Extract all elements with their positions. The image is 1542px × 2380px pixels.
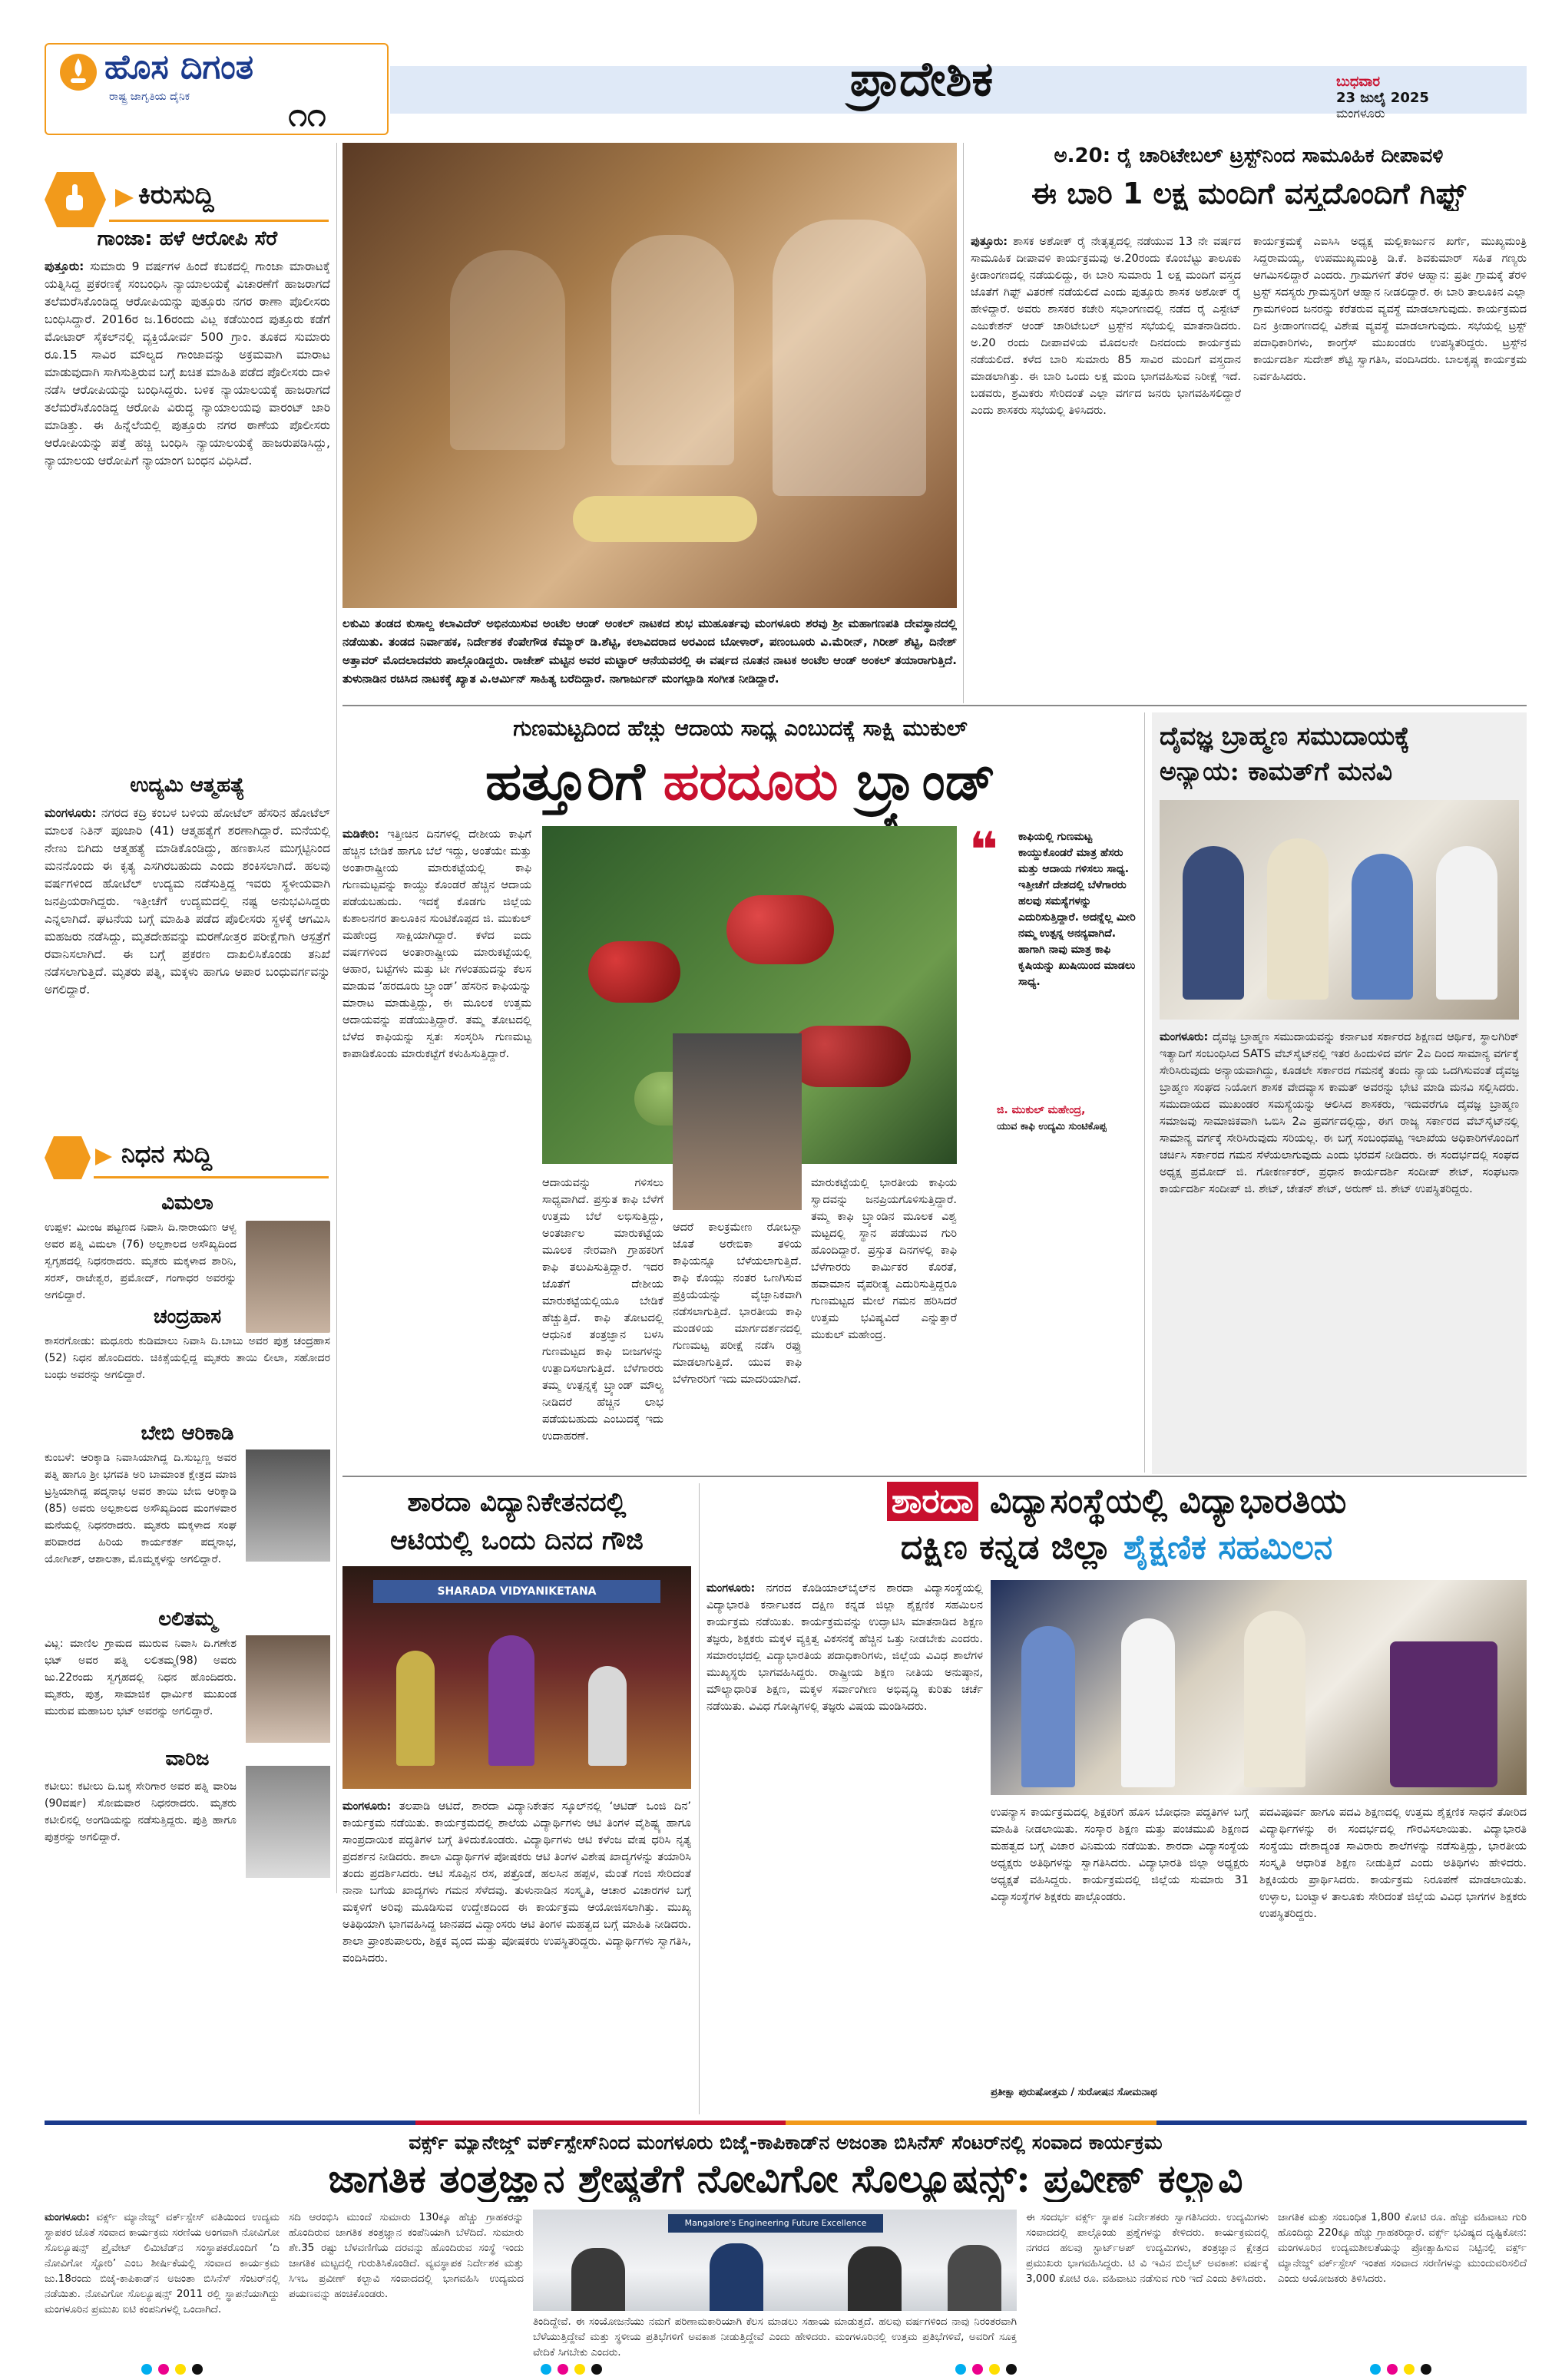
obituary-name: ವಾರಿಜ xyxy=(165,1747,210,1770)
daivajna-headline: ದೈವಜ್ಞ ಬ್ರಾಹ್ಮಣ ಸಮುದಾಯಕ್ಕೆ ಅನ್ಯಾಯ: ಕಾಮತ್‌ಗೆ ಮನವಿ xyxy=(1160,721,1410,786)
masthead xyxy=(0,0,1542,138)
obituary-text: ಕಟೀಲು: ಕಟೀಲು ದಿ.ಬಕ್ಕ ಸೇರಿಗಾರ ಅವರ ಪತ್ನಿ ವಾರಿಜ (90ವರ್ಷ) ಸೋಮವಾರ ನಿಧನರಾದರು. ಮೃತರು ಕಟೀಲಿನಲ್ಲಿ ಅಂಗಡಿಯನ್ನು ನಡೆಸುತ್ತಿದ್ದರು. ಪುತ್ರಿ ಹಾಗೂ ಪುತ್ರರನ್ನು ಅಗಲಿದ್ದಾರೆ. xyxy=(45,1780,237,1843)
date: 23 ಜುಲೈ 2025 xyxy=(1336,90,1429,106)
nidhana-heading: ನಿಧನ ಸುದ್ದಿ xyxy=(121,1139,213,1169)
vidyabharati-col1: ಮಂಗಳೂರು: ನಗರದ ಕೊಡಿಯಾಲ್‌ಬೈಲ್‌ನ ಶಾರದಾ ವಿದ್ಯಾಸಂಸ್ಥೆಯಲ್ಲಿ ವಿದ್ಯಾಭಾರತಿ ಕರ್ನಾಟಕದ ದಕ್ಷಿಣ ಕನ್ನಡ ಜಿಲ್ಲಾ ಶೈಕ್ಷಣಿಕ ಸಹಮಿಲನ ಕಾರ್ಯಕ್ರಮ ನಡೆಯಿತು. ಕಾರ್ಯಕ್ರಮವನ್ನು ಉದ್ಘಾಟಿಸಿ ಮಾತನಾಡಿದ ಶಿಕ್ಷಣ ತಜ್ಞರು, ಶಿಕ್ಷಕರು ಮಕ್ಕಳ ವ್ಯಕ್ತಿತ್ವ ವಿಕಸನಕ್ಕೆ ಹೆಚ್ಚಿನ ಒತ್ತು ನೀಡಬೇಕು ಎಂದರು. ಸಮಾರಂಭದಲ್ಲಿ ವಿದ್ಯಾಭಾರತಿಯ ಪದಾಧಿಕಾರಿಗಳು, ಜಿಲ್ಲೆಯ ವಿವಿಧ ಶಾಲೆಗಳ ಮುಖ್ಯಸ್ಥರು ಭಾಗವಹಿಸಿದ್ದರು. ರಾಷ್ಟ್ರೀಯ ಶಿಕ್ಷಣ ನೀತಿಯ ಅನುಷ್ಠಾನ, ಮೌಲ್ಯಾಧಾರಿತ ಶಿಕ್ಷಣ, ಮಕ್ಕಳ ಸರ್ವಾಂಗೀಣ ಅಭಿವೃದ್ಧಿ ಕುರಿತು ಚರ್ಚೆ ನಡೆಯಿತು. ವಿವಿಧ ಗೋಷ್ಠಿಗಳಲ್ಲಿ ತಜ್ಞರು ವಿಷಯ ಮಂಡಿಸಿದರು. xyxy=(706,1582,983,1713)
vidyabharati-photo xyxy=(991,1580,1527,1795)
news-title: ಉದ್ಯಮಿ ಆತ್ಮಹತ್ಯೆ xyxy=(130,774,245,797)
coffee-col2: ಆದಾಯವನ್ನು ಗಳಿಸಲು ಸಾಧ್ಯವಾಗಿದೆ. ಪ್ರಸ್ತುತ ಕಾಫಿ ಬೆಳೆಗೆ ಉತ್ತಮ ಬೆಲೆ ಲಭಿಸುತ್ತಿದ್ದು, ಅಂತರ್ಜಾಲ ಮಾರುಕಟ್ಟೆಯ ಮೂಲಕ ನೇರವಾಗಿ ಗ್ರಾಹಕರಿಗೆ ಕಾಫಿ ತಲುಪಿಸುತ್ತಿದ್ದಾರೆ. ಇದರ ಜೊತೆಗೆ ದೇಶೀಯ ಮಾರುಕಟ್ಟೆಯಲ್ಲಿಯೂ ಬೇಡಿಕೆ ಹೆಚ್ಚುತ್ತಿದೆ. ಕಾಫಿ ತೋಟದಲ್ಲಿ ಆಧುನಿಕ ತಂತ್ರಜ್ಞಾನ ಬಳಸಿ ಗುಣಮಟ್ಟದ ಕಾಫಿ ಬೀಜಗಳನ್ನು ಉತ್ಪಾದಿಸಲಾಗುತ್ತಿದೆ. ಬೆಳೆಗಾರರು ತಮ್ಮ ಉತ್ಪನ್ನಕ್ಕೆ ಬ್ರ್ಯಾಂಡ್ ಮೌಲ್ಯ ನೀಡಿದರೆ ಹೆಚ್ಚಿನ ಲಾಭ ಪಡೆಯಬಹುದು ಎಂಬುದಕ್ಕೆ ಇದು ಉದಾಹರಣೆ. xyxy=(542,1177,663,1443)
registration-marks xyxy=(952,2363,1020,2378)
daivajna-box xyxy=(1152,712,1527,1474)
daivajna-body: ಮಂಗಳೂರು: ದೈವಜ್ಞ ಬ್ರಾಹ್ಮಣ ಸಮುದಾಯವನ್ನು ಕರ್ನಾಟಕ ಸರ್ಕಾರದ ಶಿಕ್ಷಣದ ಆರ್ಥಿಕ, ಸ್ಥಾಲಗಿರಿಕ್ ಇತ್ಯಾದಿಗೆ ಸಂಬಂಧಿಸಿದ SATS ವೆಬ್‌ಸೈಟ್‌ನಲ್ಲಿ ಇತರ ಹಿಂದುಳಿದ ವರ್ಗ 2ಎ ದಿಂದ ಸಾಮಾನ್ಯ ವರ್ಗಕ್ಕೆ ಸೇರಿಸಿರುವುದು ಅನ್ಯಾಯವಾಗಿದ್ದು, ಕೂಡಲೇ ಸರ್ಕಾರದ ಗಮನಕ್ಕೆ ತಂದು ನ್ಯಾಯ ಒದಗಿಸುವಂತೆ ದೈವಜ್ಞ ಬ್ರಾಹ್ಮಣ ಸಂಘದ ನಿಯೋಗ ಶಾಸಕ ವೇದವ್ಯಾಸ ಕಾಮತ್ ಅವರನ್ನು ಭೇಟಿ ಮಾಡಿ ಮನವಿ ಸಲ್ಲಿಸಿದರು. ಸಮುದಾಯದ ಮುಖಂಡರ ಸಮಸ್ಯೆಯನ್ನು ಆಲಿಸಿದ ಶಾಸಕರು, ಇದುವರೆಗೂ ದೈವಜ್ಞ ಬ್ರಾಹ್ಮಣ ಸಮಾಜವು ಸಾಮಾಜಿಕವಾಗಿ ಒಬಿಸಿ 2ಎ ಪ್ರವರ್ಗದಲ್ಲಿದ್ದು, ಈಗ ರಾಜ್ಯ ಸರ್ಕಾರದ ವೆಬ್‌ಸೈಟ್‌ನಲ್ಲಿ ಸಾಮಾನ್ಯ ವರ್ಗಕ್ಕೆ ಸೇರಿಸಿರುವುದು ಸರಿಯಲ್ಲ. ಈ ಬಗ್ಗೆ ಸಂಬಂಧಪಟ್ಟ ಇಲಾಖೆಯ ಅಧಿಕಾರಿಗಳೊಂದಿಗೆ ಚರ್ಚಿಸಿ ಸರ್ಕಾರದ ಗಮನ ಸೆಳೆಯಲಾಗುವುದು ಎಂದು ಭರವಸೆ ನೀಡಿದರು. ಈ ಸಂದರ್ಭದಲ್ಲಿ ಸಂಘದ ಅಧ್ಯಕ್ಷ ಪ್ರಮೋದ್ ಜಿ. ಗೋಕರ್ಣಕರ್, ಪ್ರಧಾನ ಕಾರ್ಯದರ್ಶಿ ಸಂದೀಪ್ ಶೇಟ್, ಸಂಘಟನಾ ಕಾರ್ಯದರ್ಶಿ ಸಂದೀಪ್ ಜಿ. ಶೇಟ್, ಚೇತನ್ ಶೇಟ್, ಅರುಣ್ ಜಿ. ಶೇಟ್ ಉಪಸ್ಥಿತರಿದ್ದರು. xyxy=(1160,1031,1519,1195)
coffee-col3: ಆದರೆ ಕಾಲಕ್ರಮೇಣ ರೋಬಸ್ಟಾ ಜೊತೆ ಅರೇಬಿಕಾ ತಳಿಯ ಕಾಫಿಯನ್ನೂ ಬೆಳೆಯಲಾಗುತ್ತಿದೆ. ಕಾಫಿ ಕೊಯ್ಲು ನಂತರ ಒಣಗಿಸುವ ಪ್ರಕ್ರಿಯೆಯನ್ನು ವೈಜ್ಞಾನಿಕವಾಗಿ ನಡೆಸಲಾಗುತ್ತಿದೆ. ಭಾರತೀಯ ಕಾಫಿ ಮಂಡಳಿಯ ಮಾರ್ಗದರ್ಶನದಲ್ಲಿ ಗುಣಮಟ್ಟ ಪರೀಕ್ಷೆ ನಡೆಸಿ ರಫ್ತು ಮಾಡಲಾಗುತ್ತಿದೆ. ಯುವ ಕಾಫಿ ಬೆಳೆಗಾರರಿಗೆ ಇದು ಮಾದರಿಯಾಗಿದೆ. xyxy=(673,1221,802,1386)
obituary-text: ಕಾಸರಗೋಡು: ಮಧೂರು ಕುಡಿಮಾಲು ನಿವಾಸಿ ದಿ.ಬಾಬು ಅವರ ಪುತ್ರ ಚಂದ್ರಹಾಸ (52) ನಿಧನ ಹೊಂದಿದರು. ಚಿಕಿತ್ಸೆಯಲ್ಲಿದ್ದ ಮೃತರು ತಾಯಿ ಲೀಲಾ, ಸಹೋದರ ಬಂಧು ಅವರನ್ನು ಅಗಲಿದ್ದಾರೆ. xyxy=(45,1335,330,1381)
diwali-col2: ಕಾರ್ಯಕ್ರಮಕ್ಕೆ ಎಐಸಿಸಿ ಅಧ್ಯಕ್ಷ ಮಲ್ಲಿಕಾರ್ಜುನ ಖರ್ಗೆ, ಮುಖ್ಯಮಂತ್ರಿ ಸಿದ್ದರಾಮಯ್ಯ, ಉಪಮುಖ್ಯಮಂತ್ರಿ ಡಿ.ಕೆ. ಶಿವಕುಮಾರ್ ಸಹಿತ ಗಣ್ಯರು ಆಗಮಿಸಲಿದ್ದಾರೆ ಎಂದರು. ಗ್ರಾಮಗಳಿಗೆ ತೆರಳಿ ಆಹ್ವಾನ: ಪ್ರತೀ ಗ್ರಾಮಕ್ಕೆ ತೆರಳಿ ಟ್ರಸ್ಟ್ ಸದಸ್ಯರು ಗ್ರಾಮಸ್ಥರಿಗೆ ಆಹ್ವಾನ ನೀಡಲಿದ್ದಾರೆ. ಈ ಬಾರಿ ತಾಲೂಕಿನ ಎಲ್ಲಾ ಗ್ರಾಮಗಳಿಂದ ಜನರನ್ನು ಕರೆತರುವ ವ್ಯವಸ್ಥೆ ಮಾಡಲಾಗುವುದು. ಕಾರ್ಯಕ್ರಮದ ದಿನ ಕ್ರೀಡಾಂಗಣದಲ್ಲಿ ವಿಶೇಷ ವ್ಯವಸ್ಥೆ ಮಾಡಲಾಗುವುದು. ಸಭೆಯಲ್ಲಿ ಟ್ರಸ್ಟ್ ಪದಾಧಿಕಾರಿಗಳು, ಕಾಂಗ್ರೆಸ್ ಮುಖಂಡರು ಉಪಸ್ಥಿತರಿದ್ದರು. ಟ್ರಸ್ಟ್‌ನ ಕಾರ್ಯದರ್ಶಿ ಸುದೇಶ್ ಶೆಟ್ಟಿ ಸ್ವಾಗತಿಸಿ, ವಂದಿಸಿದರು. ಬಾಲಕೃಷ್ಣ ಕಾರ್ಯಕ್ರಮ ನಿರ್ವಹಿಸಿದರು. xyxy=(1253,236,1527,383)
obituary-text: ಉಪ್ಪಳ: ಮೀಂಜ ಪಟ್ಟಣದ ನಿವಾಸಿ ದಿ.ನಾರಾಯಣ ಆಳ್ವ ಅವರ ಪತ್ನಿ ವಿಮಲಾ (76) ಅಲ್ಪಕಾಲದ ಅಸೌಖ್ಯದಿಂದ ಸ್ವಗೃಹದಲ್ಲಿ ನಿಧನರಾದರು. ಮೃತರು ಮಕ್ಕಳಾದ ಶಾರಿನಿ, ಸರಸ್, ರಾಜೇಶ್ವರ, ಪ್ರಮೋದ್, ಗಂಗಾಧರ ಅವರನ್ನು ಅಗಲಿದ್ದಾರೆ. xyxy=(45,1221,237,1301)
tech-col2: ಸದಿ ಆರಂಭಿಸಿ ಮುಂದೆ ಸುಮಾರು 130ಕ್ಕೂ ಹೆಚ್ಚು ಗ್ರಾಹಕರನ್ನು ಹೊಂದಿರುವ ಜಾಗತಿಕ ತಂತ್ರಜ್ಞಾನ ಕಂಪೆನಿಯಾಗಿ ಬೆಳೆದಿದೆ. ಸುಮಾರು ಶೇ.35 ರಷ್ಟು ಬೆಳವಣಿಗೆಯ ದರವನ್ನು ಹೊಂದಿರುವ ಸಂಸ್ಥೆ ಇಂದು ಜಾಗತಿಕ ಮಟ್ಟದಲ್ಲಿ ಗುರುತಿಸಿಕೊಂಡಿದೆ. ವ್ಯವಸ್ಥಾಪಕ ನಿರ್ದೇಶಕ ಮತ್ತು ಸಿಇಒ ಪ್ರವೀಣ್ ಕಲ್ಬಾವಿ ಸಂವಾದದಲ್ಲಿ ಭಾಗವಹಿಸಿ ಉದ್ಯಮದ ಪಯಣವನ್ನು ಹಂಚಿಕೊಂಡರು. xyxy=(289,2211,524,2300)
obituary-text: ವಿಟ್ಲ: ಮಾಣಿಲ ಗ್ರಾಮದ ಮುರುವ ನಿವಾಸಿ ದಿ.ಗಣೇಶ ಭಟ್ ಅವರ ಪತ್ನಿ ಲಲಿತಮ್ಮ(98) ಅವರು ಜು.22ರಂದು ಸ್ವಗೃಹದಲ್ಲಿ ನಿಧನ ಹೊಂದಿದರು. ಮೃತರು, ಪುತ್ರ, ಸಾಮಾಜಿಕ ಧಾರ್ಮಿಕ ಮುಖಂಡ ಮುರುವ ಮಹಾಬಲ ಭಟ್ ಅವರನ್ನು ಅಗಲಿದ್ದಾರೆ. xyxy=(45,1638,237,1717)
obituary-name: ಲಲಿತಮ್ಮ xyxy=(158,1608,217,1631)
news-body: ಪುತ್ತೂರು: ಸುಮಾರು 9 ವರ್ಷಗಳ ಹಿಂದೆ ಕಬಕದಲ್ಲಿ ಗಾಂಜಾ ಮಾರಾಟಕ್ಕೆ ಯತ್ನಿಸಿದ್ದ ಪ್ರಕರಣಕ್ಕೆ ಸಂಬಂಧಿಸಿ ನ್ಯಾಯಾಲಯಕ್ಕೆ ವಿಚಾರಣೆಗೆ ಹಾಜರಾಗದೆ ತಲೆಮರೆಸಿಕೊಂಡಿದ್ದ ಆರೋಪಿಯನ್ನು ಪುತ್ತೂರು ನಗರ ಠಾಣಾ ಪೊಲೀಸರು ಬಂಧಿಸಿದ್ದಾರೆ. 2016ರ ಜ.16ರಂದು ವಿಟ್ಲ ಕಡೆಯಿಂದ ಪುತ್ತೂರು ಕಡೆಗೆ ಮೋಟಾರ್ ಸೈಕಲ್‌ನಲ್ಲಿ ವ್ಯಕ್ತಿಯೋರ್ವ 500 ಗ್ರಾಂ. ತೂಕದ ಸುಮಾರು ರೂ.15 ಸಾವಿರ ಮೌಲ್ಯದ ಗಾಂಜಾವನ್ನು ಅಕ್ರಮವಾಗಿ ಮಾರಾಟ ಮಾಡುವುದಾಗಿ ಸಾಗಿಸುತ್ತಿರುವ ಬಗ್ಗೆ ಖಚಿತ ಮಾಹಿತಿ ಪಡೆದ ಪೊಲೀಸರು ದಾಳಿ ನಡೆಸಿ ಆರೋಪಿಯನ್ನು ಬಂಧಿಸಿದ್ದರು. ಬಳಿಕ ನ್ಯಾಯಾಲಯಕ್ಕೆ ಹಾಜರಾಗದೆ ತಲೆಮರೆಸಿಕೊಂಡಿದ್ದ ಆರೋಪಿ ವಿರುದ್ಧ ನ್ಯಾಯಾಲಯವು ವಾರಂಟ್ ಜಾರಿ ಮಾಡಿತ್ತು. ಈ ಹಿನ್ನೆಲೆಯಲ್ಲಿ ಪುತ್ತೂರು ನಗರ ಠಾಣೆಯ ಪೊಲೀಸರು ಆರೋಪಿಯನ್ನು ಪತ್ತೆ ಹಚ್ಚಿ ಬಂಧಿಸಿ ನ್ಯಾಯಾಲಯಕ್ಕೆ ಹಾಜರುಪಡಿಸಿದ್ದು, ನ್ಯಾಯಾಲಯ ಆರೋಪಿಗೆ ನ್ಯಾಯಾಂಗ ಬಂಧನ ವಿಧಿಸಿದೆ. xyxy=(45,259,330,468)
quote-mark-icon: ❝ xyxy=(969,822,998,879)
coffee-headline: ಹತ್ತೂರಿಗೆ ಹರದೂರು ಬ್ರ್ಯಾಂಡ್ xyxy=(485,751,996,812)
logo-plate xyxy=(45,43,389,135)
obituary-photo xyxy=(246,1635,330,1743)
coffee-quote: ಕಾಫಿಯಲ್ಲಿ ಗುಣಮಟ್ಟ ಕಾಯ್ದುಕೊಂಡರೆ ಮಾತ್ರ ಹೆಸರು ಮತ್ತು ಆದಾಯ ಗಳಿಸಲು ಸಾಧ್ಯ. ಇತ್ತೀಚೆಗೆ ದೇಶದಲ್ಲಿ ಬೆಳೆಗಾರರು ಹಲವು ಸಮಸ್ಯೆಗಳನ್ನು ಎದುರಿಸುತ್ತಿದ್ದಾರೆ. ಅದನ್ನೆಲ್ಲ ಮೀರಿ ನಮ್ಮ ಉತ್ಪನ್ನ ಅನನ್ಯವಾಗಿದೆ. ಹಾಗಾಗಿ ನಾವು ಮಾತ್ರ ಕಾಫಿ ಕೃಷಿಯನ್ನು ಖುಷಿಯಿಂದ ಮಾಡಲು ಸಾಧ್ಯ. xyxy=(1018,831,1136,988)
daivajna-photo xyxy=(1160,800,1519,1020)
day: ಬುಧವಾರ xyxy=(1336,74,1380,90)
lamp-icon xyxy=(57,52,100,92)
color-bar xyxy=(45,2121,1527,2125)
diwali-kicker: ಅ.20: ರೈ ಚಾರಿಟೇಬಲ್ ಟ್ರಸ್ಟ್‌ನಿಂದ ಸಾಮೂಹಿಕ ದೀಪಾವಳಿ xyxy=(1054,144,1444,167)
drama-caption: ಲಕುಮಿ ತಂಡದ ಕುಸಾಲ್ದ ಕಲಾವಿದೆರ್ ಅಭಿನಯಿಸುವ ಅಂಟೆಲ ಆಂಡ್ ಅಂಕಲ್ ನಾಟಕದ ಶುಭ ಮುಹೂರ್ತವು ಮಂಗಳೂರು ಶರವು ಶ್ರೀ ಮಹಾಗಣಪತಿ ದೇವಸ್ಥಾನದಲ್ಲಿ ನಡೆಯಿತು. ತಂಡದ ನಿರ್ವಾಹಕ, ನಿರ್ದೇಶಕ ಕೆಂಪೇಗೌಡ ಕೆಮ್ಮಾರ್ ಡಿ.ಶೆಟ್ಟಿ, ಕಲಾವಿದರಾದ ಅರವಿಂದ ಬೋಳಾರ್, ಪಣಂಬೂರು ವಿ.ಮೆರೀನ್, ಗಿರೀಶ್ ಶೆಟ್ಟಿ, ದಿನೇಶ್ ಅತ್ತಾವರ್ ಮೊದಲಾದವರು ಪಾಲ್ಗೊಂಡಿದ್ದರು. ರಾಜೇಶ್ ಮಟ್ಟಿನ ಅವರ ಮಟ್ಟಾರ್ ಆನೆಯವರಲ್ಲಿ ಈ ವರ್ಷದ ನೂತನ ನಾಟಕ ಅಂಟೆಲ ಆಂಡ್ ಅಂಕಲ್ ತಯಾರಾಗುತ್ತಿದೆ. ತುಳುನಾಡಿನ ರಚಿಸಿದ ನಾಟಕಕ್ಕೆ ಖ್ಯಾತ ವಿ.ಆರ್ಮಿನ್ ಸಾಹಿತ್ಯ ಬರೆದಿದ್ದಾರೆ. ನಾಗಾರ್ಜುನ್ ಮಂಗಲ್ಪಾಡಿ ಸಂಗೀತ ನೀಡಿದ್ದಾರೆ. xyxy=(342,616,957,686)
registration-marks xyxy=(1367,2363,1434,2378)
kiru-suddi-section xyxy=(45,144,330,1127)
news-title: ಗಾಂಜಾ: ಹಳೆ ಆರೋಪಿ ಸೆರೆ xyxy=(97,227,278,250)
obituary-photo xyxy=(246,1449,330,1562)
tech-col5: ಜಾಗತಿಕ ಮತ್ತು ಸಂಬಂಧಿತ 1,800 ಕೋಟಿ ರೂ. ಹೆಚ್ಚು ವಹಿವಾಟು ಗುರಿ ಹೊಂದಿದ್ದು 220ಕ್ಕೂ ಹೆಚ್ಚು ಗ್ರಾಹಕರಿದ್ದಾರೆ. ವರ್ಕ್ಸ್ ಭವಿಷ್ಯದ ದೃಷ್ಟಿಕೋನ: ಮಂಗಳೂರಿನ ಉದ್ಯಮಶೀಲತೆಯನ್ನು ಪ್ರೋತ್ಸಾಹಿಸುವ ನಿಟ್ಟಿನಲ್ಲಿ ವರ್ಕ್ಸ್ ಮ್ಯಾನೇಜ್ಡ್ ವರ್ಕ್‌ಸ್ಪೇಸ್ ಇಂತಹ ಸಂವಾದ ಸರಣಿಗಳನ್ನು ಮುಂದುವರಿಸಲಿದೆ ಎಂದು ಆಯೋಜಕರು ತಿಳಿಸಿದರು. xyxy=(1278,2211,1527,2285)
vidyabharati-headline: ಶಾರದಾ ವಿದ್ಯಾಸಂಸ್ಥೆಯಲ್ಲಿ ವಿದ್ಯಾಭಾರತಿಯ ದಕ್ಷಿಣ ಕನ್ನಡ ಜಿಲ್ಲಾ ಶೈಕ್ಷಣಿಕ ಸಹಮಿಲನ xyxy=(706,1479,1527,1571)
photo-credit: ಪ್ರತೀಕ್ಷಾ ಪುರುಷೋತ್ತಮ / ಸುರೋಷನ ಸೋಮನಾಥ xyxy=(991,2087,1157,2098)
obituary-text: ಕುಂಬಳೆ: ಆರಿಕ್ಕಾಡಿ ನಿವಾಸಿಯಾಗಿದ್ದ ದಿ.ಸುಬ್ಬಣ್ಣ ಅವರ ಪತ್ನಿ ಹಾಗೂ ಶ್ರೀ ಭಗವತಿ ಅರಿ ಬಾಮಾಂತ ಕ್ಷೇತ್ರದ ಮಾಜಿ ಟ್ರಸ್ಟಿಯಾಗಿದ್ದ ಪದ್ಮನಾಭ ಅವರ ತಾಯಿ ಬೇಬಿ ಆರಿಕ್ಕಾಡಿ (85) ಅವರು ಅಲ್ಪಕಾಲದ ಅಸೌಖ್ಯದಿಂದ ಮಂಗಳವಾರ ಮನೆಯಲ್ಲಿ ನಿಧನರಾದರು. ಮೃತರು ಮಕ್ಕಳಾದ ಸಂಘ ಪರಿವಾರದ ಹಿರಿಯ ಕಾರ್ಯಕರ್ತ ಪದ್ಮನಾಭ, ಯೋಗೀಶ್, ಆಶಾಲತಾ, ಮೊಮ್ಮಕ್ಕಳನ್ನು ಅಗಲಿದ್ದಾರೆ. xyxy=(45,1452,237,1565)
coffee-quote-box xyxy=(966,822,1138,1164)
obituary-name: ಬೇಬಿ ಆರಿಕಾಡಿ xyxy=(141,1422,234,1445)
kiru-suddi-heading: ಕಿರುಸುದ್ದಿ xyxy=(138,180,214,210)
vidyabharati-col3: ಪದವಿಪೂರ್ವ ಹಾಗೂ ಪದವಿ ಶಿಕ್ಷಣದಲ್ಲಿ ಉತ್ತಮ ಶೈಕ್ಷಣಿಕ ಸಾಧನೆ ತೋರಿದ ವಿದ್ಯಾರ್ಥಿಗಳನ್ನು ಈ ಸಂದರ್ಭದಲ್ಲಿ ಗೌರವಿಸಲಾಯಿತು. ವಿದ್ಯಾಭಾರತಿ ಸಂಸ್ಥೆಯು ದೇಶಾದ್ಯಂತ ಸಾವಿರಾರು ಶಾಲೆಗಳನ್ನು ನಡೆಸುತ್ತಿದ್ದು, ಭಾರತೀಯ ಸಂಸ್ಕೃತಿ ಆಧಾರಿತ ಶಿಕ್ಷಣ ನೀಡುತ್ತಿದೆ ಎಂದು ಅತಿಥಿಗಳು ಹೇಳಿದರು. ಶಿಕ್ಷಕಿಯರು ಪ್ರಾರ್ಥಿಸಿದರು. ಕಾರ್ಯಕ್ರಮ ನಿರೂಪಣೆ ಮಾಡಲಾಯಿತು. ಉಳ್ಳಾಲ, ಬಂಟ್ವಾಳ ತಾಲೂಕು ಸೇರಿದಂತೆ ಜಿಲ್ಲೆಯ ವಿವಿಧ ಭಾಗಗಳ ಶಿಕ್ಷಕರು ಉಪಸ್ಥಿತರಿದ್ದರು. xyxy=(1259,1806,1527,1920)
aati-body: ಮಂಗಳೂರು: ತಲಪಾಡಿ ಆಟಿದೆ, ಶಾರದಾ ವಿದ್ಯಾನಿಕೇತನ ಸ್ಕೂಲ್‌ನಲ್ಲಿ ‘ಆಟಿಡ್ ಒಂಜಿ ದಿನ’ ಕಾರ್ಯಕ್ರಮ ನಡೆಯಿತು. ಕಾರ್ಯಕ್ರಮದಲ್ಲಿ ಶಾಲೆಯ ವಿದ್ಯಾರ್ಥಿಗಳು ಆಟಿ ತಿಂಗಳ ವೈಶಿಷ್ಟ್ಯ ಹಾಗೂ ಸಾಂಪ್ರದಾಯಿಕ ಪದ್ಧತಿಗಳ ಬಗ್ಗೆ ತಿಳಿದುಕೊಂಡರು. ವಿದ್ಯಾರ್ಥಿಗಳು ಆಟಿ ಕಳೆಂಜ ವೇಷ ಧರಿಸಿ ನೃತ್ಯ ಪ್ರದರ್ಶನ ನೀಡಿದರು. ಶಾಲಾ ವಿದ್ಯಾರ್ಥಿಗಳ ಪೋಷಕರು ಆಟಿ ತಿಂಗಳ ವಿಶೇಷ ಖಾದ್ಯಗಳನ್ನು ತಯಾರಿಸಿ ತಂದು ಪ್ರದರ್ಶಿಸಿದರು. ಆಟಿ ಸೊಪ್ಪಿನ ರಸ, ಪತ್ರೊಡೆ, ಹಲಸಿನ ಹಪ್ಪಳ, ಮೆಂತೆ ಗಂಜಿ ಸೇರಿದಂತೆ ನಾನಾ ಬಗೆಯ ಖಾದ್ಯಗಳು ಗಮನ ಸೆಳೆದವು. ತುಳುನಾಡಿನ ಸಂಸ್ಕೃತಿ, ಆಚಾರ ವಿಚಾರಗಳ ಬಗ್ಗೆ ಮಕ್ಕಳಿಗೆ ಅರಿವು ಮೂಡಿಸುವ ಉದ್ದೇಶದಿಂದ ಈ ಕಾರ್ಯಕ್ರಮ ಆಯೋಜಿಸಲಾಗಿತ್ತು. ಮುಖ್ಯ ಅತಿಥಿಯಾಗಿ ಭಾಗವಹಿಸಿದ್ದ ಜಾನಪದ ವಿದ್ವಾಂಸರು ಆಟಿ ತಿಂಗಳ ಮಹತ್ವದ ಬಗ್ಗೆ ಮಾಹಿತಿ ನೀಡಿದರು. ಶಾಲಾ ಪ್ರಾಂಶುಪಾಲರು, ಶಿಕ್ಷಕ ವೃಂದ ಮತ್ತು ಪೋಷಕರು ಉಪಸ್ಥಿತರಿದ್ದರು. ವಿದ್ಯಾರ್ಥಿಗಳು ಸ್ವಾಗತಿಸಿ, ವಂದಿಸಿದರು. xyxy=(342,1800,691,1965)
obituary-name: ವಿಮಲಾ xyxy=(161,1192,213,1215)
logo-tagline: ರಾಷ್ಟ್ರ ಜಾಗೃತಿಯ ದೈನಿಕ xyxy=(109,91,190,103)
page-number: ೧೧ xyxy=(288,95,326,134)
stage-banner: SHARADA VIDYANIKETANA xyxy=(373,1580,660,1603)
obituary-photo xyxy=(246,1766,330,1878)
tech-col3: ತಿಂದಿದ್ದೇವೆ. ಈ ಸಂಯೋಜನೆಯು ನಮಗೆ ಪರಿಣಾಮಕಾರಿಯಾಗಿ ಕೆಲಸ ಮಾಡಲು ಸಹಾಯ ಮಾಡುತ್ತದೆ. ಹಲವು ವರ್ಷಗಳಿಂದ ನಾವು ನಿರಂತರವಾಗಿ ಬೆಳೆಯುತ್ತಿದ್ದೇವೆ ಮತ್ತು ಸ್ಥಳೀಯ ಪ್ರತಿಭೆಗಳಿಗೆ ಅವಕಾಶ ನೀಡುತ್ತಿದ್ದೇವೆ ಎಂದು ಹೇಳಿದರು. ಮಂಗಳೂರಿನಲ್ಲಿ ಉತ್ತಮ ಪ್ರತಿಭೆಗಳಿವೆ, ಅವರಿಗೆ ಸೂಕ್ತ ವೇದಿಕೆ ಸಿಗಬೇಕು ಎಂದರು. xyxy=(533,2316,1017,2359)
hand-pointing-icon xyxy=(58,181,92,215)
diwali-col1: ಪುತ್ತೂರು: ಶಾಸಕ ಅಶೋಕ್ ರೈ ನೇತೃತ್ವದಲ್ಲಿ ನಡೆಯುವ 13 ನೇ ವರ್ಷದ ಸಾಮೂಹಿಕ ದೀಪಾವಳಿ ಕಾರ್ಯಕ್ರಮವು ಅ.20ರಂದು ಕೊಂಬೆಟ್ಟು ತಾಲೂಕು ಕ್ರೀಡಾಂಗಣದಲ್ಲಿ ನಡೆಯಲಿದ್ದು, ಈ ಬಾರಿ ಸುಮಾರು 1 ಲಕ್ಷ ಮಂದಿಗೆ ವಸ್ತ್ರದ ಜೊತೆಗೆ ಗಿಫ್ಟ್ ವಿತರಣೆ ನಡೆಯಲಿದೆ ಎಂದು ಪುತ್ತೂರು ಶಾಸಕ ಅಶೋಕ್ ರೈ ಹೇಳಿದ್ದಾರೆ. ಅವರು ಶಾಸಕರ ಕಚೇರಿ ಸಭಾಂಗಣದಲ್ಲಿ ನಡೆದ ರೈ ಎಸ್ಟೇಟ್ ಎಜುಕೇಶನ್ ಆಂಡ್ ಚಾರಿಟೇಬಲ್ ಟ್ರಸ್ಟ್‌ನ ಸಭೆಯಲ್ಲಿ ಮಾತನಾಡಿದರು. ಅ.20 ರಂದು ದೀಪಾವಳಿಯ ಮೊದಲನೇ ದಿನದಂದು ಕಾರ್ಯಕ್ರಮ ನಡೆಯಲಿದೆ. ಕಳೆದ ಬಾರಿ ಸುಮಾರು 85 ಸಾವಿರ ಮಂದಿಗೆ ವಸ್ತ್ರದಾನ ಮಾಡಲಾಗಿತ್ತು. ಈ ಬಾರಿ ಒಂದು ಲಕ್ಷ ಮಂದಿ ಭಾಗವಹಿಸುವ ನಿರೀಕ್ಷೆ ಇದೆ. ಬಡವರು, ಶ್ರಮಿಕರು ಸೇರಿದಂತೆ ಎಲ್ಲಾ ವರ್ಗದ ಜನರು ಭಾಗವಹಿಸಲಿದ್ದಾರೆ ಎಂದು ಶಾಸಕರು ಸಭೆಯಲ್ಲಿ ತಿಳಿಸಿದರು. xyxy=(971,236,1241,417)
nidhana-banner xyxy=(45,1136,329,1182)
kiru-suddi-banner xyxy=(45,172,329,218)
mukul-portrait xyxy=(673,1033,802,1210)
quote-role: ಯುವ ಕಾಫಿ ಉದ್ಯಮಿ ಸುಂಟಿಕೊಪ್ಪ xyxy=(997,1121,1107,1132)
aati-photo xyxy=(342,1566,691,1789)
tech-kicker: ವರ್ಕ್ಸ್ ಮ್ಯಾನೇಜ್ಡ್ ವರ್ಕ್‌ಸ್ಪೇಸ್‌ನಿಂದ ಮಂಗಳೂರು ಬಿಜೈ-ಕಾಪಿಕಾಡ್‌ನ ಅಜಂತಾ ಬಿಸಿನೆಸ್ ಸೆಂಟರ್‌ನಲ್ಲಿ ಸಂವಾದ ಕಾರ್ಯಕ್ರಮ xyxy=(409,2131,1163,2154)
tech-headline: ಜಾಗತಿಕ ತಂತ್ರಜ್ಞಾನ ಶ್ರೇಷ್ಠತೆಗೆ ನೋವಿಗೋ ಸೊಲ್ಯೂಷನ್ಸ್: ಪ್ರವೀಣ್ ಕಲ್ಬಾವಿ xyxy=(328,2156,1243,2201)
coffee-kicker: ಗುಣಮಟ್ಟದಿಂದ ಹೆಚ್ಚು ಆದಾಯ ಸಾಧ್ಯ ಎಂಬುದಕ್ಕೆ ಸಾಕ್ಷಿ ಮುಕುಲ್ xyxy=(513,716,968,741)
tech-col4: ಈ ಸಂದರ್ಭ ವರ್ಕ್ಸ್ ಸ್ಥಾಪಕ ನಿರ್ದೇಶಕರು ಸ್ವಾಗತಿಸಿದರು. ಉದ್ಯಮಿಗಳು ಸಂವಾದದಲ್ಲಿ ಪಾಲ್ಗೊಂಡು ಪ್ರಶ್ನೆಗಳನ್ನು ಕೇಳಿದರು. ಕಾರ್ಯಕ್ರಮದಲ್ಲಿ ನಗರದ ಹಲವು ಸ್ಟಾರ್ಟ್‌ಅಪ್ ಉದ್ಯಮಿಗಳು, ತಂತ್ರಜ್ಞಾನ ಕ್ಷೇತ್ರದ ಪ್ರಮುಖರು ಭಾಗವಹಿಸಿದ್ದರು. ಟಿ ವಿ ಇವಿನ ಬಿಲೈಟ್ ಅವಕಾಶ: ವರ್ಷಕ್ಕೆ 3,000 ಕೋಟಿ ರೂ. ವಹಿವಾಟು ನಡೆಸುವ ಗುರಿ ಇದೆ ಎಂದು ತಿಳಿಸಿದರು. xyxy=(1026,2211,1269,2285)
city: ಮಂಗಳೂರು xyxy=(1336,106,1385,121)
registration-marks xyxy=(138,2363,206,2378)
quote-author: ಜಿ. ಮುಕುಲ್ ಮಹೇಂದ್ರ, xyxy=(997,1104,1086,1116)
registration-marks xyxy=(538,2363,605,2378)
diwali-headline: ಈ ಬಾರಿ 1 ಲಕ್ಷ ಮಂದಿಗೆ ವಸ್ತ್ರದೊಂದಿಗೆ ಗಿಫ್ಟ್ xyxy=(1031,177,1466,210)
stage-sign: Mangalore's Engineering Future Excellence xyxy=(668,2214,883,2233)
tech-panel-photo xyxy=(533,2210,1017,2311)
section-title: ಪ್ರಾದೇಶಿಕ xyxy=(849,51,994,107)
coffee-col1: ಮಡಿಕೇರಿ: ಇತ್ತೀಚಿನ ದಿನಗಳಲ್ಲಿ ದೇಶೀಯ ಕಾಫಿಗೆ ಹೆಚ್ಚಿನ ಬೇಡಿಕೆ ಹಾಗೂ ಬೆಲೆ ಇದ್ದು, ಅಂತೆಯೇ ಮತ್ತು ಅಂತಾರಾಷ್ಟ್ರೀಯ ಮಾರುಕಟ್ಟೆಯಲ್ಲಿ ಕಾಫಿ ಗುಣಮಟ್ಟವನ್ನು ಕಾಯ್ದು ಕೊಂಡರೆ ಹೆಚ್ಚಿನ ಆದಾಯ ಪಡೆಯಬಹುದು. ಇದಕ್ಕೆ ಕೊಡಗು ಜಿಲ್ಲೆಯ ಕುಶಾಲನಗರ ತಾಲೂಕಿನ ಸುಂಟಿಕೊಪ್ಪದ ಜಿ. ಮುಕುಲ್ ಮಹೇಂದ್ರ ಸಾಕ್ಷಿಯಾಗಿದ್ದಾರೆ. ಕಳೆದ ಐದು ವರ್ಷಗಳಿಂದ ಅಂತಾರಾಷ್ಟ್ರೀಯ ಮಾರುಕಟ್ಟೆಯಲ್ಲಿ ಆಹಾರ, ಬಟ್ಟೆಗಳು ಮತ್ತು ಟೀ ಗಳಂತಹುದನ್ನು ಕೆಲಸ ಮಾಡುವ ‘ಹರದೂರು ಬ್ರ್ಯಾಂಡ್’ ಹೆಸರಿನ ಕಾಫಿಯನ್ನು ಮಾರಾಟ ಮಾಡುತ್ತಿದ್ದು, ಈ ಮೂಲಕ ಉತ್ತಮ ಆದಾಯವನ್ನು ಪಡೆಯುತ್ತಿದ್ದಾರೆ. ತಮ್ಮ ತೋಟದಲ್ಲಿ ಬೆಳೆದ ಕಾಫಿಯನ್ನು ಸ್ವತಃ ಸಂಸ್ಕರಿಸಿ ಗುಣಮಟ್ಟ ಕಾಪಾಡಿಕೊಂಡು ಮಾರುಕಟ್ಟೆಗೆ ಕಳುಹಿಸುತ್ತಿದ್ದಾರೆ. xyxy=(342,828,531,1060)
nidhana-section xyxy=(45,1136,330,1827)
news-body: ಮಂಗಳೂರು: ನಗರದ ಕದ್ರಿ ಕಂಬಳ ಬಳಿಯ ಹೋಟೆಲ್ ಹೆಸರಿನ ಹೋಟೆಲ್ ಮಾಲಕ ನಿತಿನ್ ಪೂಜಾರಿ (41) ಆತ್ಮಹತ್ಯೆಗೆ ಶರಣಾಗಿದ್ದಾರೆ. ಮನೆಯಲ್ಲಿ ನೇಣು ಬಿಗಿದು ಆತ್ಮಹತ್ಯೆ ಮಾಡಿಕೊಂಡಿದ್ದು, ಹಣಕಾಸಿನ ಮುಗ್ಗಟ್ಟಿನಿಂದ ಮನನೊಂದು ಈ ಕೃತ್ಯ ಎಸಗಿರಬಹುದು ಎಂದು ಶಂಕಿಸಲಾಗಿದೆ. ಹಲವು ವರ್ಷಗಳಿಂದ ಹೋಟೆಲ್ ಉದ್ಯಮ ನಡೆಸುತ್ತಿದ್ದ ಇವರು ಸ್ಥಳೀಯವಾಗಿ ಜನಪ್ರಿಯರಾಗಿದ್ದರು. ಇತ್ತೀಚೆಗೆ ಉದ್ಯಮದಲ್ಲಿ ನಷ್ಟ ಅನುಭವಿಸಿದ್ದರು ಎನ್ನಲಾಗಿದೆ. ಘಟನೆಯ ಬಗ್ಗೆ ಮಾಹಿತಿ ಪಡೆದ ಪೊಲೀಸರು ಸ್ಥಳಕ್ಕೆ ಆಗಮಿಸಿ ಮಹಜರು ನಡೆಸಿದ್ದು, ಮೃತದೇಹವನ್ನು ಮರಣೋತ್ತರ ಪರೀಕ್ಷೆಗಾಗಿ ಆಸ್ಪತ್ರೆಗೆ ರವಾನಿಸಲಾಗಿದೆ. ಈ ಬಗ್ಗೆ ಪ್ರಕರಣ ದಾಖಲಿಸಿಕೊಂಡು ತನಿಖೆ ನಡೆಸಲಾಗುತ್ತಿದೆ. ಮೃತರು ಪತ್ನಿ, ಮಕ್ಕಳು ಹಾಗೂ ಅಪಾರ ಬಂಧುವರ್ಗವನ್ನು ಅಗಲಿದ್ದಾರೆ. xyxy=(45,806,330,997)
obituary-name: ಚಂದ್ರಹಾಸ xyxy=(153,1305,222,1328)
drama-muhurta-photo xyxy=(342,143,957,608)
date-box xyxy=(1336,74,1527,134)
aati-headline: ಶಾರದಾ ವಿದ್ಯಾನಿಕೇತನದಲ್ಲಿ ಆಟಿಯಲ್ಲಿ ಒಂದು ದಿನದ ಗೌಜಿ xyxy=(390,1487,644,1556)
tech-col1: ಮಂಗಳೂರು: ವರ್ಕ್ಸ್ ಮ್ಯಾನೇಜ್ಡ್ ವರ್ಕ್‌ಸ್ಪೇಸ್ ವತಿಯಿಂದ ಉದ್ಯಮ ಸ್ಥಾಪಕರ ಜೊತೆ ಸಂವಾದ ಕಾರ್ಯಕ್ರಮ ಸರಣಿಯ ಅಂಗವಾಗಿ ನೋವಿಗೋ ಸೊಲ್ಯೂಷನ್ಸ್ ಪ್ರೈವೇಟ್ ಲಿಮಿಟೆಡ್‌ನ ಸಂಸ್ಥಾಪಕರೊಂದಿಗೆ ‘ದಿ ನೋವಿಗೋ ಸ್ಟೋರಿ’ ಎಂಬ ಶೀರ್ಷಿಕೆಯಲ್ಲಿ ಸಂವಾದ ಕಾರ್ಯಕ್ರಮ ಜು.18ರಂದು ಬಿಜೈ-ಕಾಪಿಕಾಡ್‌ನ ಅಜಂತಾ ಬಿಸಿನೆಸ್ ಸೆಂಟರ್‌ನಲ್ಲಿ ನಡೆಯಿತು. ನೋವಿಗೋ ಸೊಲ್ಯೂಷನ್ಸ್ 2011 ರಲ್ಲಿ ಸ್ಥಾಪನೆಯಾಗಿದ್ದು ಮಂಗಳೂರಿನ ಪ್ರಮುಖ ಐಟಿ ಕಂಪನಿಗಳಲ್ಲಿ ಒಂದಾಗಿದೆ. xyxy=(45,2211,280,2316)
coffee-col4: ಮಾರುಕಟ್ಟೆಯಲ್ಲಿ ಭಾರತೀಯ ಕಾಫಿಯ ಸ್ವಾದವನ್ನು ಜನಪ್ರಿಯಗೊಳಿಸುತ್ತಿದ್ದಾರೆ. ತಮ್ಮ ಕಾಫಿ ಬ್ರ್ಯಾಂಡಿನ ಮೂಲಕ ವಿಶ್ವ ಮಟ್ಟದಲ್ಲಿ ಸ್ಥಾನ ಪಡೆಯುವ ಗುರಿ ಹೊಂದಿದ್ದಾರೆ. ಪ್ರಸ್ತುತ ದಿನಗಳಲ್ಲಿ ಕಾಫಿ ಬೆಳೆಗಾರರು ಕಾರ್ಮಿಕರ ಕೊರತೆ, ಹವಾಮಾನ ವೈಪರೀತ್ಯ ಎದುರಿಸುತ್ತಿದ್ದರೂ ಗುಣಮಟ್ಟದ ಮೇಲೆ ಗಮನ ಹರಿಸಿದರೆ ಉತ್ತಮ ಭವಿಷ್ಯವಿದೆ ಎನ್ನುತ್ತಾರೆ ಮುಕುಲ್ ಮಹೇಂದ್ರ. xyxy=(811,1177,957,1341)
vidyabharati-col2: ಉಪನ್ಯಾಸ ಕಾರ್ಯಕ್ರಮದಲ್ಲಿ ಶಿಕ್ಷಕರಿಗೆ ಹೊಸ ಬೋಧನಾ ಪದ್ಧತಿಗಳ ಬಗ್ಗೆ ಮಾಹಿತಿ ನೀಡಲಾಯಿತು. ಸಂಸ್ಕಾರ ಶಿಕ್ಷಣ ಮತ್ತು ಪಂಚಮುಖಿ ಶಿಕ್ಷಣದ ಮಹತ್ವದ ಬಗ್ಗೆ ವಿಚಾರ ವಿನಿಮಯ ನಡೆಯಿತು. ಶಾರದಾ ವಿದ್ಯಾಸಂಸ್ಥೆಯ ಅಧ್ಯಕ್ಷರು ಅತಿಥಿಗಳನ್ನು ಸ್ವಾಗತಿಸಿದರು. ವಿದ್ಯಾಭಾರತಿ ಜಿಲ್ಲಾ ಅಧ್ಯಕ್ಷರು ಅಧ್ಯಕ್ಷತೆ ವಹಿಸಿದ್ದರು. ಕಾರ್ಯಕ್ರಮದಲ್ಲಿ ಜಿಲ್ಲೆಯ ಸುಮಾರು 31 ವಿದ್ಯಾಸಂಸ್ಥೆಗಳ ಶಿಕ್ಷಕರು ಪಾಲ್ಗೊಂಡರು. xyxy=(991,1806,1249,1903)
logo-name: ಹೊಸ ದಿಗಂತ xyxy=(104,48,254,87)
